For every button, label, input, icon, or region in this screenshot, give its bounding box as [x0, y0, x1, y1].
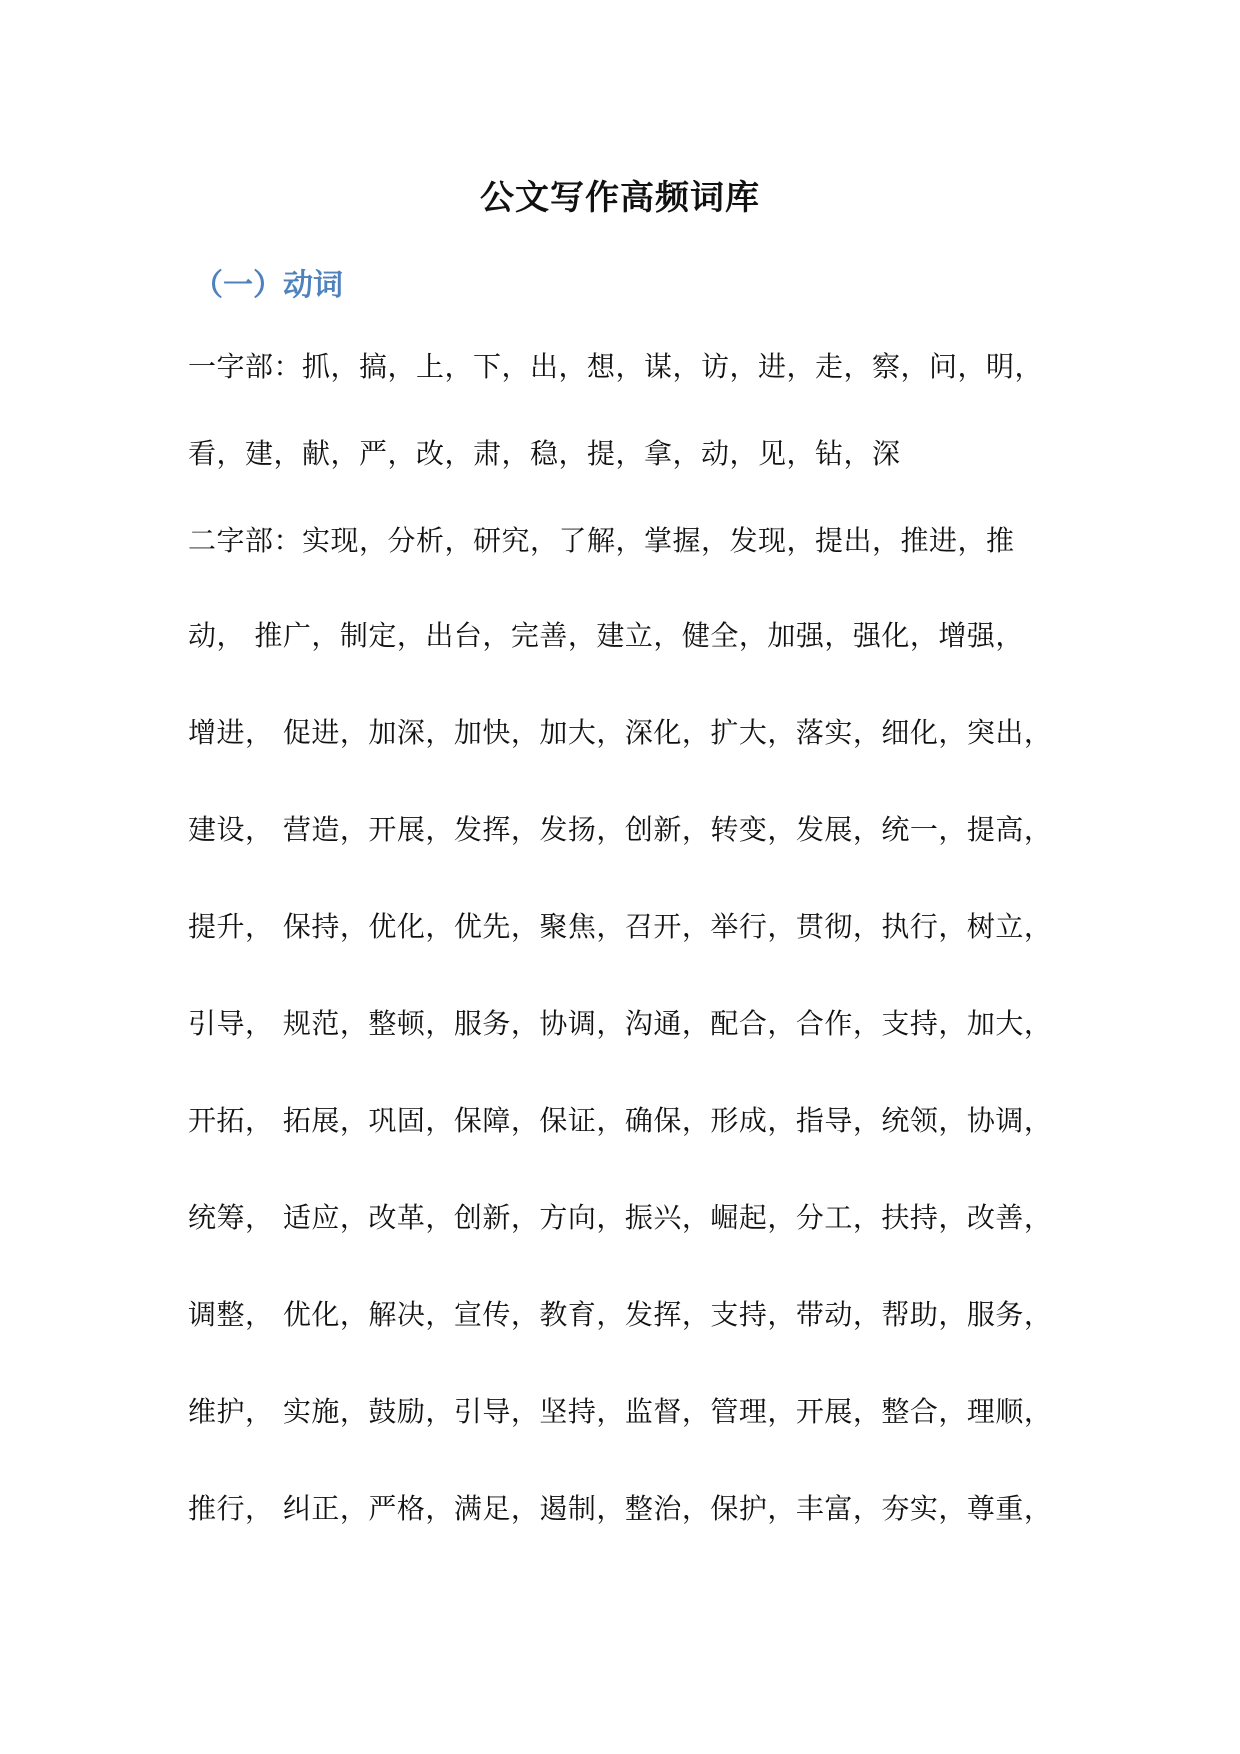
text-line-11: 调整， 优化，解决，宣传，教育，发挥，支持，带动，帮助，服务，: [188, 1298, 1053, 1331]
text-line-6: 建设， 营造，开展，发挥，发扬，创新，转变，发展，统一，提高，: [188, 813, 1053, 846]
text-line-7: 提升， 保持，优化，优先，聚焦，召开，举行，贯彻，执行，树立，: [188, 910, 1053, 943]
section-heading-verbs: （一）动词: [193, 268, 343, 303]
text-line-4: 动， 推广，制定，出台，完善，建立，健全，加强，强化，增强，: [188, 619, 1024, 652]
text-line-8: 引导， 规范，整顿，服务，协调，沟通，配合，合作，支持，加大，: [188, 1007, 1053, 1040]
document-title: 公文写作高频词库: [480, 178, 760, 218]
text-line-5: 增进， 促进，加深，加快，加大，深化，扩大，落实，细化，突出，: [188, 716, 1053, 749]
text-line-9: 开拓， 拓展，巩固，保障，保证，确保，形成，指导，统领，协调，: [188, 1104, 1053, 1137]
text-line-12: 维护， 实施，鼓励，引导，坚持，监督，管理，开展，整合，理顺，: [188, 1395, 1053, 1428]
text-line-13: 推行， 纠正，严格，满足，遏制，整治，保护，丰富，夯实，尊重，: [188, 1492, 1053, 1525]
text-line-2: 看，建，献，严，改，肃，稳，提，拿，动，见，钻，深: [188, 437, 901, 470]
text-line-1: 一字部：抓，搞，上，下，出，想，谋，访，进，走，察，问，明，: [188, 350, 1044, 383]
text-line-3: 二字部：实现，分析，研究，了解，掌握，发现，提出，推进，推: [188, 524, 1015, 557]
text-line-10: 统筹， 适应，改革，创新，方向，振兴，崛起，分工，扶持，改善，: [188, 1201, 1053, 1234]
